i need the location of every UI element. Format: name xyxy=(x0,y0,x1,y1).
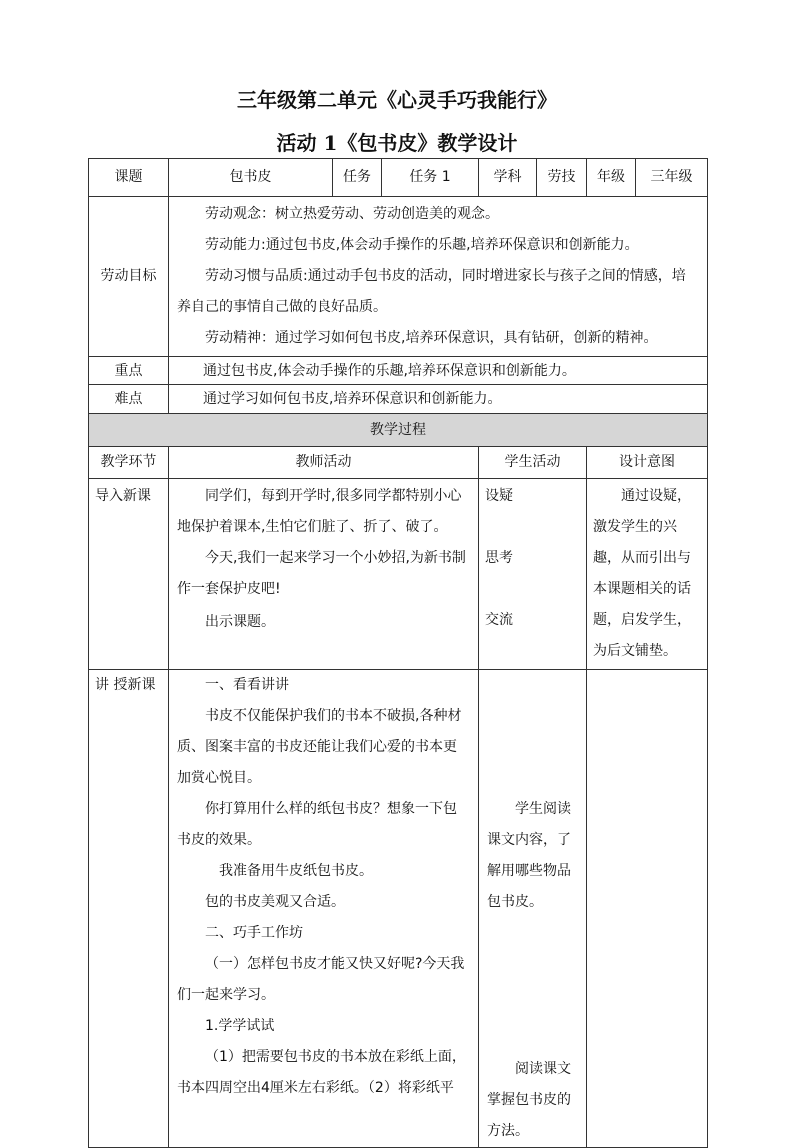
teacher-paragraph: 出示课题。 xyxy=(205,614,275,630)
task-label: 任务 xyxy=(333,159,382,197)
goals-label: 劳动目标 xyxy=(89,197,169,357)
goals-row xyxy=(89,197,708,357)
process-title-row xyxy=(89,414,708,447)
topic-label: 课题 xyxy=(89,159,169,197)
student-activity: 交流 xyxy=(485,612,513,628)
student-activity: 设疑 xyxy=(485,488,513,504)
intro-stage: 导入新课 xyxy=(89,479,169,670)
intro-teacher xyxy=(169,479,479,670)
process-title: 教学过程 xyxy=(89,414,708,447)
teacher-paragraph: 我准备用牛皮纸包书皮。 xyxy=(219,863,373,879)
lecture-teacher xyxy=(169,670,479,1148)
subject-value: 劳技 xyxy=(537,159,587,197)
header-intent: 设计意图 xyxy=(587,447,708,479)
difficulty-row xyxy=(89,385,708,414)
task-value: 任务 1 xyxy=(382,159,479,197)
teacher-paragraph: 你打算用什么样的纸包书皮？想象一下包书皮的效果。 xyxy=(177,801,457,848)
intro-student xyxy=(479,479,587,670)
student-activity: 学生阅读课文内容，了解用哪些物品包书皮。 xyxy=(487,801,571,910)
goal-item: 劳动观念：树立热爱劳动、劳动创造美的观念。 xyxy=(205,206,499,222)
lecture-row xyxy=(89,670,708,1148)
teacher-paragraph: 一、看看讲讲 xyxy=(205,677,289,693)
student-activity: 阅读课文掌握包书皮的方法。 xyxy=(487,1061,571,1139)
student-activity: 思考 xyxy=(485,550,513,566)
teacher-paragraph: 二、巧手工作坊 xyxy=(205,925,303,941)
teacher-paragraph: 今天,我们一起来学习一个小妙招,为新书制作一套保护皮吧! xyxy=(177,550,466,597)
lesson-plan-table xyxy=(88,158,708,1148)
header-student: 学生活动 xyxy=(479,447,587,479)
grade-label: 年级 xyxy=(587,159,636,197)
difficulty-label: 难点 xyxy=(89,385,169,414)
document-title: 三年级第二单元《心灵手巧我能行》 xyxy=(237,88,557,112)
document-subtitle: 活动 1《包书皮》教学设计 xyxy=(276,131,518,155)
goal-item: 劳动能力:通过包书皮,体会动手操作的乐趣,培养环保意识和创新能力。 xyxy=(205,237,639,253)
teacher-paragraph: 包的书皮美观又合适。 xyxy=(205,894,345,910)
teacher-paragraph: 1.学学试试 xyxy=(205,1018,275,1034)
lecture-intent xyxy=(587,670,708,1148)
grade-value: 三年级 xyxy=(636,159,708,197)
key-text: 通过包书皮,体会动手操作的乐趣,培养环保意识和创新能力。 xyxy=(203,362,576,379)
header-teacher: 教师活动 xyxy=(169,447,479,479)
topic-value: 包书皮 xyxy=(169,159,333,197)
lecture-stage: 讲 授新课 xyxy=(89,670,169,1148)
intro-intent: 通过设疑，激发学生的兴趣，从而引出与本课题相关的话题，启发学生，为后文铺垫。 xyxy=(593,488,691,659)
intro-row xyxy=(89,479,708,670)
info-row xyxy=(89,159,708,197)
key-row xyxy=(89,357,708,385)
teacher-paragraph: 书皮不仅能保护我们的书本不破损,各种材质、图案丰富的书皮还能让我们心爱的书本更加赏心悦目。 xyxy=(177,708,462,786)
difficulty-text: 通过学习如何包书皮,培养环保意识和创新能力。 xyxy=(203,391,502,407)
teacher-paragraph: （1）把需要包书皮的书本放在彩纸上面，书本四周空出4厘米左右彩纸。（2）将彩纸平 xyxy=(177,1049,466,1096)
process-header-row xyxy=(89,447,708,479)
teacher-paragraph: （一）怎样包书皮才能又快又好呢?今天我们一起来学习。 xyxy=(177,956,465,1003)
goals-content xyxy=(169,197,708,357)
key-label: 重点 xyxy=(89,357,169,385)
goal-item: 劳动习惯与品质:通过动手包书皮的活动，同时增进家长与孩子之间的情感，培养自己的事情自己做的良好品质。 xyxy=(177,268,686,315)
goal-item: 劳动精神：通过学习如何包书皮,培养环保意识，具有钻研，创新的精神。 xyxy=(205,330,658,346)
teacher-paragraph: 同学们，每到开学时,很多同学都特别小心地保护着课本,生怕它们脏了、折了、破了。 xyxy=(177,488,462,535)
subject-label: 学科 xyxy=(479,159,537,197)
lecture-student xyxy=(479,670,587,1148)
header-stage: 教学环节 xyxy=(89,447,169,479)
